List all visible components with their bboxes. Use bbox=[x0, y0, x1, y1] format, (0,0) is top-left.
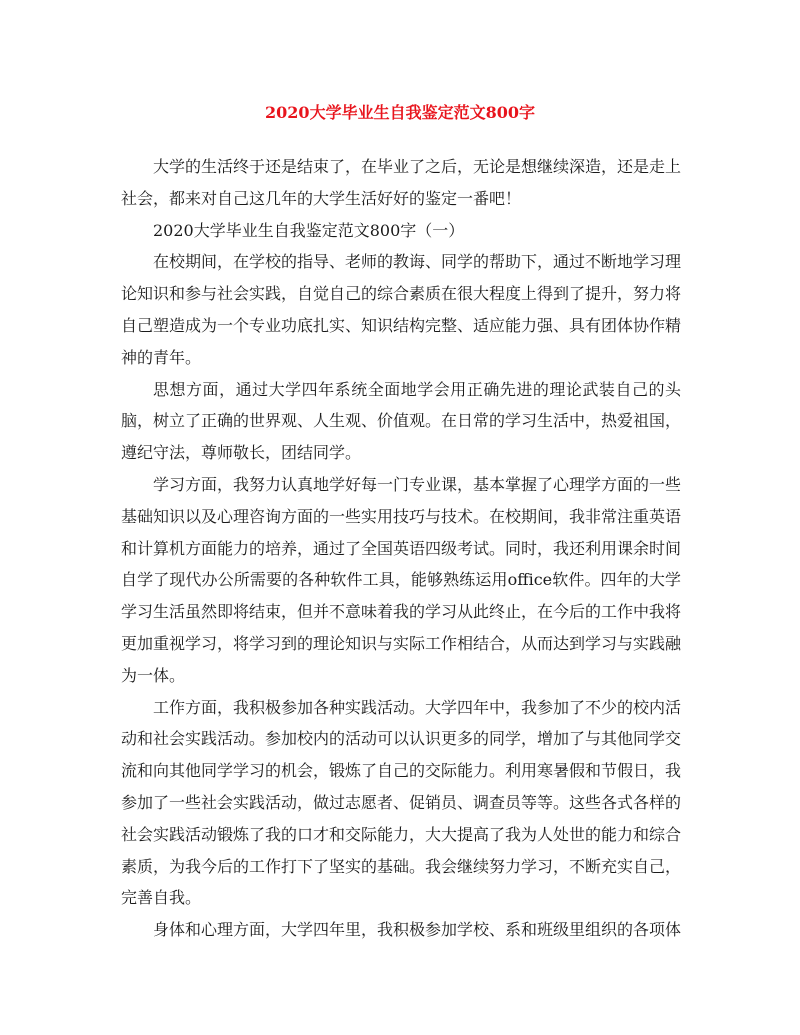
paragraph-school-period: 在校期间，在学校的指导、老师的教诲、同学的帮助下，通过不断地学习理论知识和参与社会实践，自觉自己的综合素质在很大程度上得到了提升，努力将自己塑造成为一个专业功底扎实、知识结构完整、适应能力强、具有团体协作精神的青年。 bbox=[121, 252, 682, 367]
paragraph-thought: 思想方面，通过大学四年系统全面地学会用正确先进的理论武装自己的头脑，树立了正确的世界观、人生观、价值观。在日常的学习生活中，热爱祖国，遵纪守法，尊师敬长，团结同学。 bbox=[121, 379, 682, 463]
intro-paragraph: 大学的生活终于还是结束了，在毕业了之后，无论是想继续深造，还是走上社会，都来对自己这几年的大学生活好好的鉴定一番吧！ bbox=[121, 157, 682, 208]
document-title: 2020大学毕业生自我鉴定范文800字 bbox=[265, 103, 535, 122]
paragraph-work: 工作方面，我积极参加各种实践活动。大学四年中，我参加了不少的校内活动和社会实践活动。参加校内的活动可以认识更多的同学，增加了与其他同学交流和向其他同学学习的机会，锻炼了自己的交际能力。利用寒暑假和节假日，我参加了一些社会实践活动，做过志愿者、促销员、调查员等等。这些各式各样的社会实践活动锻炼了我的口才和交际能力，大大提高了我为人处世的能力和综合素质，为我今后的工作打下了坚实的基础。我会继续努力学习，不断充实自己，完善自我。 bbox=[121, 697, 682, 908]
paragraph-body-mind: 身体和心理方面，大学四年里，我积极参加学校、系和班级里组织的各项体 bbox=[153, 920, 682, 940]
document-body bbox=[121, 151, 681, 946]
section-heading: 2020大学毕业生自我鉴定范文800字（一） bbox=[153, 220, 465, 240]
paragraph-study: 学习方面，我努力认真地学好每一门专业课，基本掌握了心理学方面的一些基础知识以及心理咨询方面的一些实用技巧与技术。在校期间，我非常注重英语和计算机方面能力的培养，通过了全国英语四级考试。同时，我还利用课余时间自学了现代办公所需要的各种软件工具，能够熟练运用office软件。四年的大学学习生活虽然即将结束，但并不意味着我的学习从此终止，在今后的工作中我将更加重视学习，将学习到的理论知识与实际工作相结合，从而达到学习与实践融为一体。 bbox=[121, 474, 682, 685]
